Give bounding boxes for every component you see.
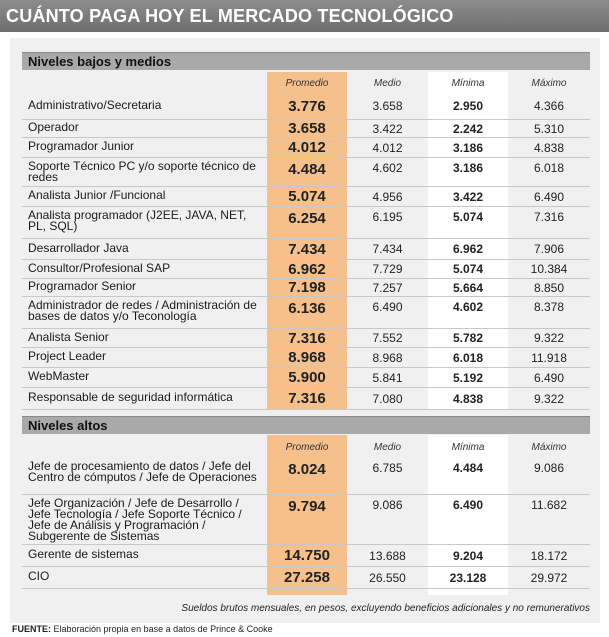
row-label: CIO — [28, 569, 50, 583]
value-promedio: 7.434 — [288, 241, 326, 258]
value-minima: 3.186 — [452, 141, 484, 155]
value-promedio: 6.962 — [288, 261, 326, 278]
value-minima: 6.962 — [452, 242, 484, 256]
row-label: Responsable de seguridad informática — [28, 390, 233, 404]
row-label: Programador Senior — [28, 279, 137, 293]
value-medio: 4.602 — [372, 161, 403, 175]
value-medio: 7.257 — [372, 281, 403, 295]
value-medio: 7.080 — [372, 392, 403, 406]
value-maximo: 4.366 — [533, 99, 565, 113]
value-promedio: 7.198 — [288, 279, 326, 296]
value-minima: 5.192 — [452, 371, 484, 385]
row-label: Jefe de procesamiento de datos / Jefe del Centro de cómputos / Jefe de Operaciones — [28, 459, 257, 484]
value-medio: 6.490 — [372, 300, 403, 314]
value-medio: 3.658 — [372, 99, 403, 113]
value-maximo: 7.316 — [533, 210, 565, 224]
value-maximo: 11.682 — [531, 498, 567, 512]
value-promedio: 6.254 — [288, 210, 326, 227]
row-label: Programador Junior — [28, 139, 135, 153]
value-minima: 2.950 — [452, 99, 484, 113]
value-maximo: 8.378 — [533, 300, 565, 314]
header-promedio: Promedio — [285, 442, 329, 453]
row-label: Jefe Organización / Jefe de Desarrollo / Jefe Tecnología / Jefe Soporte Técnico / Jefe de Análisis y Programación / Subgerente de Sistemas — [28, 496, 242, 543]
value-minima: 23.128 — [449, 571, 487, 585]
value-medio: 8.968 — [372, 351, 403, 365]
source-note — [12, 624, 273, 634]
row-label: Consultor/Profesional SAP — [28, 261, 171, 275]
page-title: CUÁNTO PAGA HOY EL MERCADO TECNOLÓGICO — [0, 0, 609, 32]
value-maximo: 5.310 — [533, 122, 565, 136]
value-maximo: 9.086 — [533, 461, 565, 475]
value-maximo: 9.322 — [533, 392, 565, 406]
value-minima: 2.242 — [452, 122, 484, 136]
header-minima: Mínima — [451, 78, 485, 89]
value-medio: 7.434 — [372, 242, 403, 256]
value-medio: 7.729 — [372, 262, 403, 276]
value-medio: 6.195 — [372, 210, 403, 224]
header-medio: Medio — [373, 442, 402, 453]
value-maximo: 9.322 — [533, 331, 565, 345]
row-label: Analista Senior — [28, 330, 109, 344]
value-promedio: 4.012 — [288, 139, 326, 156]
value-maximo: 4.838 — [533, 141, 565, 155]
value-medio: 6.785 — [372, 461, 403, 475]
value-maximo: 18.172 — [530, 549, 568, 563]
value-maximo: 11.918 — [531, 351, 567, 365]
value-medio: 9.086 — [372, 498, 403, 512]
value-maximo: 7.906 — [533, 242, 565, 256]
value-minima: 6.018 — [452, 351, 484, 365]
value-minima: 4.602 — [452, 300, 484, 314]
value-promedio: 3.658 — [288, 120, 326, 137]
header-minima: Mínima — [451, 442, 485, 453]
source-label: FUENTE: — [12, 624, 51, 634]
value-medio: 4.012 — [372, 141, 403, 155]
row-label: WebMaster — [28, 369, 90, 383]
row-label: Administrativo/Secretaria — [28, 98, 162, 112]
value-promedio: 3.776 — [288, 98, 326, 115]
value-promedio: 5.900 — [288, 369, 326, 386]
value-promedio: 5.074 — [288, 188, 326, 205]
value-maximo: 10.384 — [530, 262, 568, 276]
value-medio: 13.688 — [369, 549, 406, 563]
value-minima: 5.074 — [452, 262, 484, 276]
value-medio: 3.422 — [372, 122, 403, 136]
value-promedio: 14.750 — [284, 547, 330, 564]
value-promedio: 9.794 — [288, 498, 326, 515]
value-minima: 9.204 — [452, 549, 484, 563]
header-promedio: Promedio — [285, 78, 329, 89]
header-medio: Medio — [373, 78, 402, 89]
source-text: Elaboración propia en base a datos de Prince & Cooke — [53, 624, 273, 634]
header-maximo: Máximo — [531, 78, 567, 89]
value-minima: 6.490 — [452, 498, 484, 512]
value-promedio: 6.136 — [288, 300, 326, 317]
value-maximo: 29.972 — [530, 571, 568, 585]
value-minima: 5.664 — [452, 281, 484, 295]
value-promedio: 27.258 — [284, 569, 330, 586]
footnote: Sueldos brutos mensuales, en pesos, excluyendo beneficios adicionales y no remunerativos — [181, 603, 590, 614]
row-label: Analista programador (J2EE, JAVA, NET, PL, SQL) — [28, 208, 247, 233]
row-label: Desarrollador Java — [28, 241, 129, 255]
value-promedio: 4.484 — [288, 161, 326, 178]
value-maximo: 6.018 — [533, 161, 565, 175]
value-medio: 5.841 — [372, 371, 403, 385]
row-label: Administrador de redes / Administración de bases de datos y/o Teconología — [28, 298, 257, 323]
value-promedio: 7.316 — [288, 330, 326, 347]
row-label: Analista Junior /Funcional — [28, 188, 166, 202]
row-label: Gerente de sistemas — [28, 547, 139, 561]
value-promedio: 7.316 — [288, 390, 326, 407]
value-minima: 3.422 — [452, 190, 484, 204]
value-medio: 4.956 — [372, 190, 403, 204]
value-maximo: 8.850 — [533, 281, 565, 295]
header-maximo: Máximo — [531, 442, 567, 453]
section-title-altos: Niveles altos — [22, 416, 590, 434]
row-label: Soporte Técnico PC y/o soporte técnico de redes — [28, 159, 256, 184]
value-minima: 3.186 — [452, 161, 484, 175]
row-label: Operador — [28, 120, 79, 134]
value-medio: 26.550 — [369, 571, 406, 585]
value-maximo: 6.490 — [533, 190, 565, 204]
value-minima: 5.074 — [452, 210, 484, 224]
value-minima: 5.782 — [452, 331, 484, 345]
value-maximo: 6.490 — [533, 371, 565, 385]
value-promedio: 8.024 — [288, 461, 326, 478]
row-label: Project Leader — [28, 349, 107, 363]
value-medio: 7.552 — [372, 331, 403, 345]
value-minima: 4.838 — [452, 392, 484, 406]
section-title-bajos-medios: Niveles bajos y medios — [22, 52, 590, 70]
value-promedio: 8.968 — [288, 349, 326, 366]
value-minima: 4.484 — [452, 461, 484, 475]
